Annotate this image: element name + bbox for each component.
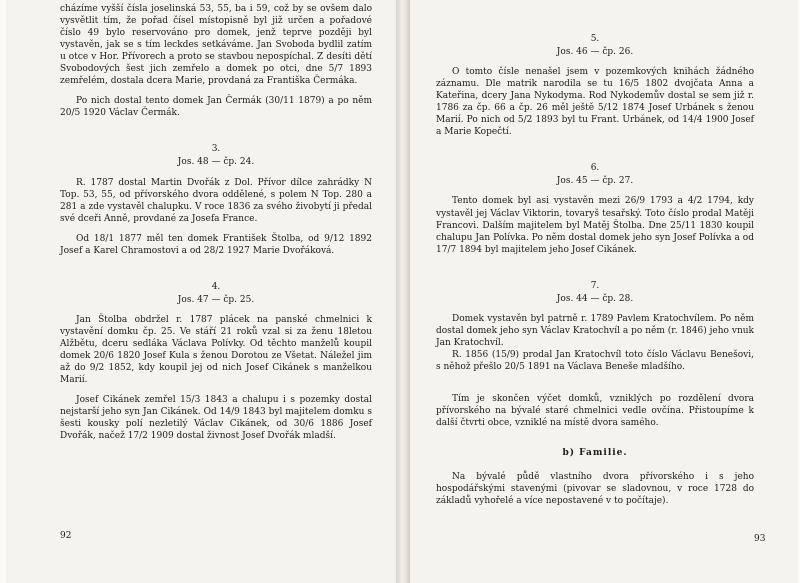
paragraph: Tento domek byl asi vystavěn mezi 26/9 1793 a 4/2 1794, kdy vystavěl jej Václav Viktorin, tovaryš tesařský. Toto číslo prodal Matěji Francovi. Dalším majitelem byl Matěj Štolba. Dne 25/11 1830 koupil chalupu Jan Polívka. Po něm dostal domek jeho syn Josef Polívka a od 17/7 1894 byl majitelem jeho Josef Cikánek.: [436, 196, 754, 255]
paragraph: cházíme vyšší čísla joselinská 53, 55, ba i 59, což by se ovšem dalo vysvětlit tím, že pořad čísel místopisně byl již určen a pořadové číslo 49 bylo reservováno pro domek, jenž teprve později byl vystavěn, jak se s tím leckdes setkáváme. Jan Svoboda bydlil zatím u otce v Hor. Přívorech a proto se stavbou nepospíchal. Z desíti dětí Svobodových šest jich zemřelo a domek po otci, dne 5/7 1893 zemřelém, dostala dcera Marie, provdaná za Františka Čermáka.: [60, 4, 372, 87]
paragraph: R. 1856 (15/9) prodal Jan Kratochvíl toto číslo Václavu Benešovi, s něhož přešlo 20/5 1891 na Václava Beneše mladšího.: [436, 349, 754, 372]
section-number: 3.: [211, 144, 221, 155]
paragraph: R. 1787 dostal Martin Dvořák z Dol. Přívor dílce zahrádky N Top. 53, 55, od přívorského dvora oddělené, s polem N Top. 280 a 281 a zde vystavěl chalupku. V roce 1836 za svého živobytí ji předal své dceři Anně, provdané za Josefa France.: [60, 177, 372, 224]
section-heading: Jos. 48 — čp. 24.: [177, 157, 255, 168]
paragraph: Jan Štolba obdržel r. 1787 plácek na panské chmelnici k vystavění domku čp. 25. Ve stáří 21 roků vzal si za ženu 18letou Alžbětu, dceru sedláka Václava Polívky. Od těchto manželů koupil domek 20/6 1820 Josef Kula s ženou Dorotou ze Všetat. Náležel jim až do 9/2 1852, kdy koupil jej od nich Josef Cikánek s manželkou Marií.: [60, 314, 372, 386]
right-page: [410, 0, 798, 583]
paragraph: O tomto čísle nenašel jsem v pozemkových knihách žádného záznamu. Dle matrik narodila se tu 16/5 1802 dvojčata Anna a Kateřina, dcery Jana Nykodyma. Rod Nykodemův dostal se sem již r. 1786 za čp. 66 a čp. 26 měl ještě 5/12 1874 Josef Urbánek s ženou Marií. Po nich od 5/2 1893 byl tu Frant. Urbánek, od 14/4 1900 Josef a Marie Kopečtí.: [436, 67, 754, 138]
left-text-column: [60, 3, 372, 442]
left-page: [6, 0, 396, 583]
closing-paragraph: Tím je skončen výčet domků, vzniklých po rozdělení dvora přívorského na bývalé staré chmelnici vedle ovčína. Přistoupíme k další čtvrti obce, vzniklé na místě dvora samého.: [436, 394, 754, 429]
section-number: 5.: [590, 34, 600, 44]
section-number: 6.: [590, 163, 600, 174]
right-text-column: [436, 33, 754, 507]
paragraph: Po nich dostal tento domek Jan Čermák (30/11 1879) a po něm 20/5 1920 Václav Čermák.: [60, 96, 372, 119]
book-gutter: [396, 0, 410, 583]
section-number: 4.: [211, 281, 221, 292]
section-heading: Jos. 45 — čp. 27.: [556, 176, 634, 187]
paragraph: Od 18/1 1877 měl ten domek František Štolba, od 9/12 1892 Josef a Karel Chramostovi a od 28/2 1927 Marie Dvořáková.: [60, 233, 372, 256]
paragraph: Na bývalé půdě vlastního dvora přívorského i s jeho hospodářskými stavenými (pivovar se sladovnou, v roce 1728 do základů vyhořelé a více nepostavené v to počítaje).: [436, 472, 754, 507]
paragraph: Domek vystavěn byl patrně r. 1789 Pavlem Kratochvílem. Po něm dostal domek jeho syn Václav Kratochvíl a po něm (r. 1846) jeho vnuk Jan Kratochvíl.: [436, 313, 754, 348]
section-number: 7.: [590, 280, 600, 291]
page-number: 92: [60, 531, 72, 541]
section-heading: Jos. 46 — čp. 26.: [556, 47, 634, 58]
paragraph: Josef Cikánek zemřel 15/3 1843 a chalupu i s pozemky dostal nejstarší jeho syn Jan Cikánek. Od 14/9 1843 byl majitelem domku s šesti kousky polí nezletilý Václav Cikánek, od 30/6 1886 Josef Dvořák, načež 17/2 1909 dostal živnost Josef Dvořák mladší.: [60, 395, 372, 442]
page-number: 93: [754, 534, 766, 544]
section-heading: Jos. 44 — čp. 28.: [556, 293, 634, 304]
subsection-heading: b) Familie.: [562, 448, 628, 459]
section-heading: Jos. 47 — čp. 25.: [177, 294, 255, 305]
